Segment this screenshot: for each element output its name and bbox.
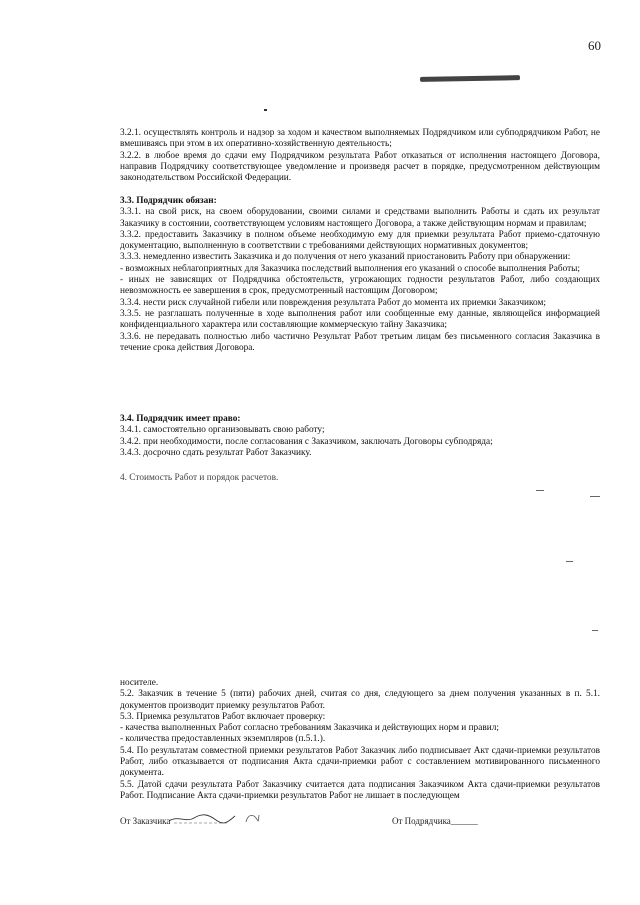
clause-5-3-a: - качества выполненных Работ согласно требованиям Заказчика и действующих норм и правил; (120, 723, 499, 734)
clause-3-3-3-a: - возможных неблагоприятных для Заказчика последствий выполнения его указаний о способе выполнения Работы; (120, 263, 580, 274)
page-number: 60 (588, 38, 601, 53)
section-4-title: 4. Стоимость Работ и порядок расчетов. (120, 473, 279, 483)
clause-3-4-1: 3.4.1. самостоятельно организовывать свою работу; (120, 425, 325, 436)
footer-contractor-label: От Подрядчика______ (392, 816, 478, 826)
clause-5-4: 5.4. По результатам совместной приемки результатов Работ Заказчик либо подписывает Акт сдачи-приемки результатов Работ, либо отказывается от подписания Акта сдачи-приемки работ с составлением мотивированного письменного документа. (120, 745, 600, 779)
clause-3-2-1: 3.2.1. осуществлять контроль и надзор за ходом и качеством выполняемых Подрядчиком или субподрядчиком Работ, не вмешиваясь при этом в их оперативно-хозяйственную деятельность; (120, 128, 600, 150)
clause-3-3-3: 3.3.3. немедленно известить Заказчика и до получения от него указаний приостановить Работу при обнаружении: (120, 252, 571, 263)
scan-dot (264, 109, 267, 111)
footer-customer-label: От Заказчика (120, 816, 171, 826)
section-5 (120, 678, 600, 802)
stamp-mark (244, 812, 260, 824)
clause-3-3-5: 3.3.5. не разглашать полученные в ходе выполнения работ или сообщенные ему данные, являющейся информацией конфиденциального характера или составляющие коммерческую тайну Заказчика; (120, 308, 600, 331)
scan-line (536, 490, 544, 491)
clause-5-5: 5.5. Датой сдачи результата Работ Заказчику считается дата подписания Заказчиком Акта сдачи-приемки результатов Работ. Подписание Акта сдачи-приемки результатов Работ не лишает в последующем (120, 779, 600, 801)
clause-3-2-2: 3.2.2. в любое время до сдачи ему Подрядчиком результата Работ отказаться от исполнения настоящего Договора, направив Подрядчику соответствующее уведомление и произведя расчет в порядке, предусмотренном действующим законодательством Российской Федерации. (120, 150, 600, 184)
section-3-4 (120, 414, 600, 459)
scan-line (590, 496, 600, 497)
clause-3-3-6: 3.3.6. не передавать полностью либо частично Результат Работ третьим лицам без письменного согласия Заказчика в течение срока действия Договора. (120, 331, 600, 353)
clause-3-4-3: 3.4.3. досрочно сдать результат Работ Заказчику. (120, 447, 312, 458)
section-4-heading (120, 473, 600, 484)
scan-line (566, 561, 573, 562)
section-3-3-heading: 3.3. Подрядчик обязан: (120, 196, 217, 206)
clause-3-3-2: 3.3.2. предоставить Заказчику в полном объеме необходимую ему для приемки результата Работ приемо-сдаточную документацию, выполненную в соответствии с требованиями действующих нормативных документов; (120, 229, 600, 252)
scan-line (592, 630, 598, 631)
clause-3-4-2: 3.4.2. при необходимости, после согласования с Заказчиком, заключать Договоры субподряда; (120, 436, 493, 447)
section-3-3 (120, 196, 600, 354)
customer-signature (168, 812, 236, 824)
clause-5-3-b: - количества предоставленных экземпляров (п.5.1.). (120, 734, 326, 745)
clause-3-3-4: 3.3.4. нести риск случайной гибели или повреждения результата Работ до момента их приемки Заказчиком; (120, 297, 546, 308)
section-3-2 (120, 128, 600, 184)
handwritten-scribble (420, 75, 520, 82)
clause-3-3-3-b: - иных не зависящих от Подрядчика обстоятельств, угрожающих годности результатов Работ, либо создающих невозможность ее завершения в срок, предусмотренный настоящим Договором; (120, 275, 600, 297)
section-3-4-heading: 3.4. Подрядчик имеет право: (120, 414, 241, 424)
clause-5-1-tail: носителе. (120, 678, 159, 688)
clause-5-3: 5.3. Приемка результатов Работ включает проверку: (120, 711, 326, 722)
clause-5-2: 5.2. Заказчик в течение 5 (пяти) рабочих дней, считая со дня, следующего за днем получения указанных в п. 5.1. документов производит приемку результатов Работ. (120, 689, 600, 711)
clause-3-3-1: 3.3.1. на свой риск, на своем оборудовании, своими силами и средствами выполнить Работы и сдать их результат Заказчику в состоянии, соответствующем условиям настоящего Договора, а также действующим нормам и правилам; (120, 207, 600, 229)
